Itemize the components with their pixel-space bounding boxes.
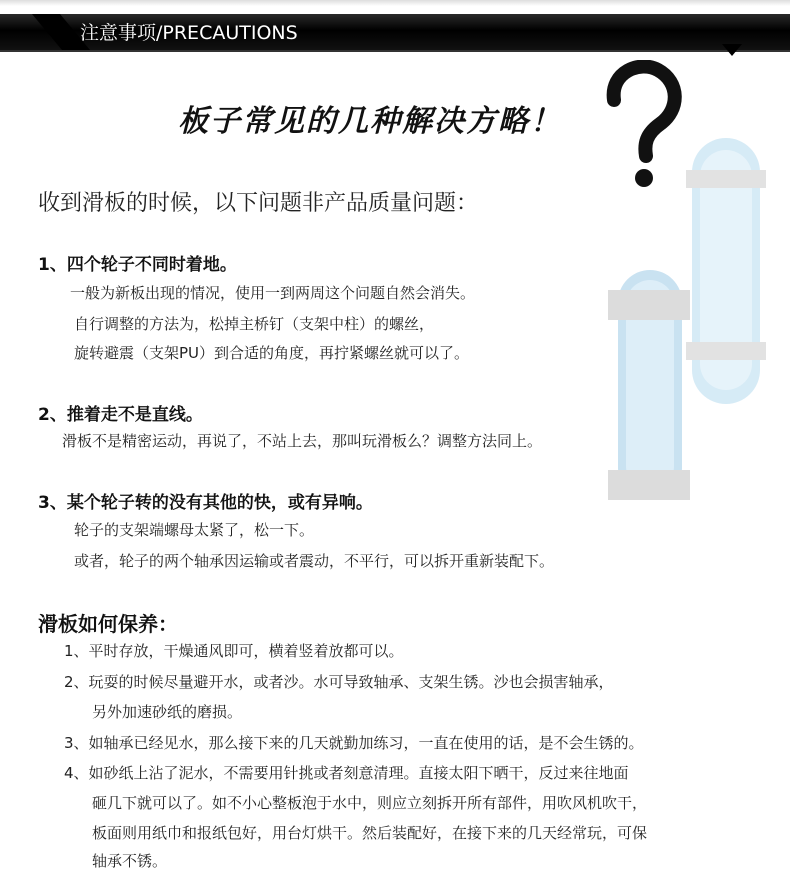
section-1-line: 自行调整的方法为，松掉主桥钉（支架中柱）的螺丝， xyxy=(74,315,435,333)
intro-text: 收到滑板的时候，以下问题非产品质量问题： xyxy=(38,191,479,216)
header xyxy=(0,0,790,60)
care-line: 轴承不锈。 xyxy=(92,852,168,870)
section-3-line: 或者，轮子的两个轴承因运输或者震动，不平行，可以拆开重新装配下。 xyxy=(74,552,555,570)
section-2-title: 2、推着走不是直线。 xyxy=(38,405,203,425)
header-arrow-icon xyxy=(722,44,742,56)
care-title: 滑板如何保养： xyxy=(38,612,178,636)
care-line: 板面则用纸巾和报纸包好，用台灯烘干。然后装配好，在接下来的几天经常玩，可保 xyxy=(92,824,648,842)
section-1-line: 一般为新板出现的情况，使用一到两周这个问题自然会消失。 xyxy=(70,284,476,302)
care-line: 2、玩耍的时候尽量避开水，或者沙。水可导致轴承、支架生锈。沙也会损害轴承， xyxy=(64,673,614,691)
header-title: 注意事项/PRECAUTIONS xyxy=(80,22,298,44)
skateboard-icon xyxy=(600,130,790,510)
section-1-title: 1、四个轮子不同时着地。 xyxy=(38,255,237,275)
section-3-line: 轮子的支架端螺母太紧了，松一下。 xyxy=(74,521,315,539)
section-2-line: 滑板不是精密运动，再说了，不站上去，那叫玩滑板么？调整方法同上。 xyxy=(62,432,543,450)
care-line: 另外加速砂纸的磨损。 xyxy=(92,703,243,721)
header-topline xyxy=(0,0,790,6)
section-3-title: 3、某个轮子转的没有其他的快，或有异响。 xyxy=(38,493,373,513)
care-line: 砸几下就可以了。如不小心整板泡于水中，则应立刻拆开所有部件，用吹风机吹干， xyxy=(92,794,648,812)
section-1-line: 旋转避震（支架PU）到合适的角度，再拧紧螺丝就可以了。 xyxy=(74,344,470,362)
care-line: 3、如轴承已经见水，那么接下来的几天就勤加练习，一直在使用的话，是不会生锈的。 xyxy=(64,734,644,752)
main-title: 板子常见的几种解决方略！ xyxy=(178,104,562,139)
header-underline xyxy=(0,50,790,52)
care-line: 4、如砂纸上沾了泥水，不需要用针挑或者刻意清理。直接太阳下晒干，反过来往地面 xyxy=(64,764,629,782)
care-line: 1、平时存放，干燥通风即可，横着竖着放都可以。 xyxy=(64,642,404,660)
